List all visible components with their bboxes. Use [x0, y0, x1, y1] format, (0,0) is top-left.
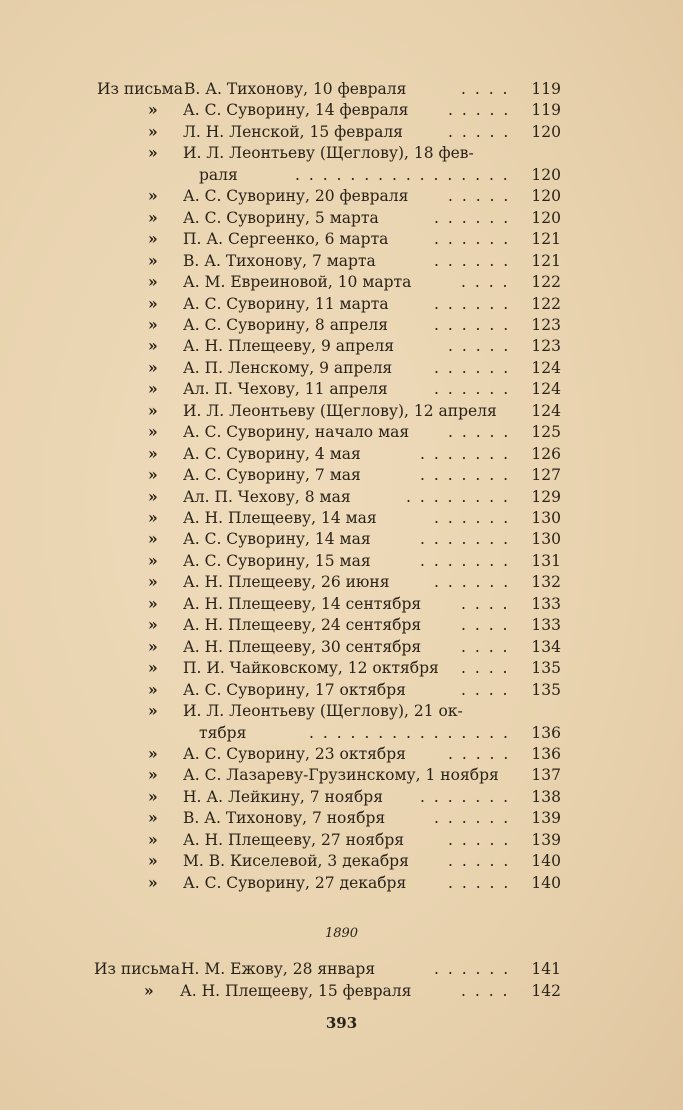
entry-text: И. Л. Леонтьеву (Щеглову), 18 фев- [183, 144, 474, 163]
leader-dots: . . . . . [448, 337, 511, 356]
ditto-mark: » [148, 272, 158, 292]
leader-dots: . . . . [461, 680, 510, 699]
toc-entry [0, 593, 683, 615]
leader-dots: . . . . . . [434, 315, 511, 334]
entry-text: тября [199, 723, 247, 742]
entry-page-number: 124 [531, 401, 561, 420]
entry-page-number: 139 [531, 809, 561, 828]
entry-page-number: 133 [531, 616, 561, 635]
toc-entry [0, 850, 683, 872]
toc-entry [0, 293, 683, 315]
leader-dots: . . . . . . [434, 294, 511, 313]
entry-text: А. С. Суворину, 7 мая [183, 466, 361, 485]
toc-entry [0, 786, 683, 808]
leader-dots: . . . . . . [434, 380, 511, 399]
ditto-mark: » [148, 701, 158, 721]
entry-page-number: 126 [531, 444, 561, 463]
toc-entry [0, 486, 683, 508]
entry-page-number: 120 [531, 122, 561, 141]
leader-dots: . . . . [461, 273, 510, 292]
ditto-mark: » [148, 121, 158, 141]
leader-dots: . . . . [461, 616, 510, 635]
toc-entry [0, 378, 683, 400]
toc-entry [0, 464, 683, 486]
toc-entry [0, 743, 683, 765]
entry-text: Л. Н. Ленской, 15 февраля [183, 122, 403, 141]
ditto-mark: » [148, 100, 158, 120]
year-heading-text: 1890 [324, 926, 359, 941]
ditto-mark: » [148, 550, 158, 570]
ditto-mark: » [148, 765, 158, 785]
leader-dots: . . . . . [448, 873, 511, 892]
entry-text: Ал. П. Чехову, 11 апреля [183, 380, 388, 399]
toc-entry [0, 614, 683, 636]
entry-page-number: 136 [531, 744, 561, 763]
ditto-mark: » [148, 829, 158, 849]
ditto-mark: » [148, 143, 158, 163]
ditto-mark: » [148, 593, 158, 613]
toc-entry [0, 980, 683, 1002]
ditto-mark: » [148, 529, 158, 549]
ditto-mark: » [148, 636, 158, 656]
entry-page-number: 119 [531, 101, 561, 120]
entry-text: И. Л. Леонтьеву (Щеглову), 21 ок- [183, 702, 463, 721]
leader-dots: . . . . . . . [420, 466, 511, 485]
toc-entry [0, 250, 683, 272]
toc-entry [0, 207, 683, 229]
entry-page-number: 121 [531, 230, 561, 249]
ditto-mark: » [148, 508, 158, 527]
leader-dots: . . . . [461, 637, 510, 656]
entry-text: В. А. Тихонову, 7 марта [183, 251, 376, 270]
entry-text: Н. А. Лейкину, 7 ноября [183, 787, 383, 806]
leader-dots: . . . . . [448, 744, 511, 763]
leader-dots: . . . . . . [434, 358, 511, 377]
toc-entry [0, 357, 683, 379]
entry-page-number: 132 [531, 573, 561, 592]
entry-text: А. С. Суворину, 27 декабря [183, 873, 407, 892]
entry-page-number: 125 [531, 423, 561, 442]
ditto-mark: » [148, 186, 158, 206]
entry-page-number: 141 [531, 960, 561, 978]
entry-lead: Из письма [97, 80, 183, 98]
ditto-mark: » [148, 314, 158, 334]
leader-dots: . . . . . . [434, 509, 511, 527]
toc-entry [0, 228, 683, 250]
entry-page-number: 135 [531, 680, 561, 699]
ditto-mark: » [148, 679, 158, 699]
toc-entry [0, 185, 683, 207]
toc-entry [0, 99, 683, 121]
entry-text: А. П. Ленскому, 9 апреля [183, 358, 393, 377]
leader-dots: . . . . . . . [420, 444, 511, 463]
entry-text: П. А. Сергеенко, 6 марта [183, 230, 389, 249]
leader-dots: . . . . . . . . . . . . . . . [309, 723, 510, 742]
entry-page-number: 133 [531, 594, 561, 613]
leader-dots: . . . . . [448, 122, 511, 141]
toc-entry [0, 679, 683, 701]
entry-text: А. Н. Плещееву, 14 мая [183, 509, 377, 527]
entry-text: А. Н. Плещееву, 15 февраля [180, 981, 412, 1000]
ditto-mark: » [148, 357, 158, 377]
entry-page-number: 120 [531, 187, 561, 206]
entry-page-number: 142 [531, 981, 561, 1000]
leader-dots: . . . . . . . [420, 787, 511, 806]
toc-entry [0, 142, 683, 164]
leader-dots: . . . . . [448, 423, 511, 442]
ditto-mark: » [148, 293, 158, 313]
ditto-mark: » [148, 486, 158, 506]
entry-text: В. А. Тихонову, 10 февраля [184, 80, 407, 98]
ditto-mark: » [148, 465, 158, 485]
entry-text: А. С. Лазареву-Грузинскому, 1 ноября [183, 766, 499, 785]
entry-text: А. С. Суворину, 14 мая [183, 530, 371, 549]
toc-entry [0, 271, 683, 293]
toc-entry [0, 657, 683, 679]
entry-page-number: 130 [531, 530, 561, 549]
toc-entry [0, 314, 683, 336]
ditto-mark: » [148, 443, 158, 463]
entry-text: А. С. Суворину, 4 мая [183, 444, 361, 463]
leader-dots: . . . . [461, 594, 510, 613]
toc-entry [0, 507, 683, 529]
entry-page-number: 137 [531, 766, 561, 785]
toc-entry [0, 528, 683, 550]
entry-page-number: 124 [531, 380, 561, 399]
ditto-mark: » [148, 207, 158, 227]
toc-entry [0, 807, 683, 829]
leader-dots: . . . . . . [434, 251, 511, 270]
entry-page-number: 135 [531, 659, 561, 678]
entry-text: А. С. Суворину, 20 февраля [183, 187, 409, 206]
entry-page-number: 123 [531, 337, 561, 356]
leader-dots: . . . . . [448, 852, 511, 871]
ditto-mark: » [148, 250, 158, 270]
ditto-mark: » [148, 572, 158, 592]
entry-page-number: 136 [531, 723, 561, 742]
leader-dots: . . . . . . [434, 208, 511, 227]
entry-text: А. С. Суворину, 14 февраля [183, 101, 409, 120]
entry-text: П. И. Чайковскому, 12 октября [183, 659, 439, 678]
toc-entry [0, 636, 683, 658]
entry-text: А. С. Суворину, 8 апреля [183, 315, 388, 334]
ditto-mark: » [148, 808, 158, 828]
page-number: 393 [325, 1014, 358, 1032]
entry-text: А. Н. Плещееву, 9 апреля [183, 337, 395, 356]
entry-text: А. Н. Плещееву, 30 сентября [183, 637, 422, 656]
ditto-mark: » [148, 872, 158, 892]
toc-entry [0, 872, 683, 894]
leader-dots: . . . . . . . [420, 530, 511, 549]
ditto-mark: » [148, 229, 158, 249]
toc-entry [0, 764, 683, 786]
ditto-mark: » [148, 851, 158, 871]
ditto-mark: » [148, 786, 158, 806]
entry-text: В. А. Тихонову, 7 ноября [183, 809, 386, 828]
entry-text: раля [199, 165, 238, 184]
toc-entry [0, 400, 683, 422]
year-heading [0, 926, 683, 941]
ditto-mark: » [148, 400, 158, 420]
entry-text: А. М. Евреиновой, 10 марта [183, 273, 412, 292]
toc-entry [0, 550, 683, 572]
entry-page-number: 119 [531, 80, 561, 98]
ditto-mark: » [148, 743, 158, 763]
leader-dots: . . . . . . [434, 809, 511, 828]
toc-entry [0, 700, 683, 722]
toc-entry [0, 78, 683, 100]
entry-lead: Из письма [94, 960, 180, 978]
toc-entry [0, 121, 683, 143]
leader-dots: . . . . . [448, 830, 511, 849]
toc-entry [0, 421, 683, 443]
entry-page-number: 130 [531, 509, 561, 527]
ditto-mark: » [148, 379, 158, 399]
entry-page-number: 131 [531, 551, 561, 570]
entry-page-number: 127 [531, 466, 561, 485]
entry-text: А. С. Суворину, 23 октября [183, 744, 406, 763]
leader-dots: . . . . . . . [420, 551, 511, 570]
ditto-mark: » [148, 615, 158, 635]
leader-dots: . . . . . [448, 187, 511, 206]
entry-text: А. Н. Плещееву, 14 сентября [183, 594, 422, 613]
entry-text: Н. М. Ежову, 28 января [181, 960, 376, 978]
entry-text: А. Н. Плещееву, 26 июня [183, 573, 390, 592]
entry-page-number: 122 [531, 294, 561, 313]
entry-text: А. Н. Плещееву, 24 сентября [183, 616, 422, 635]
entry-page-number: 121 [531, 251, 561, 270]
toc-entry [0, 571, 683, 593]
ditto-mark: » [148, 336, 158, 356]
entry-text: Ал. П. Чехову, 8 мая [183, 487, 351, 506]
entry-page-number: 120 [531, 165, 561, 184]
entry-page-number: 124 [531, 358, 561, 377]
entry-text: А. Н. Плещееву, 27 ноября [183, 830, 405, 849]
entry-text: А. С. Суворину, 17 октября [183, 680, 406, 699]
entry-page-number: 120 [531, 208, 561, 227]
entry-page-number: 140 [531, 873, 561, 892]
entry-text: А. С. Суворину, начало мая [183, 423, 410, 442]
entry-page-number: 139 [531, 830, 561, 849]
leader-dots: . . . . [461, 80, 510, 98]
entry-text: М. В. Киселевой, 3 декабря [183, 852, 409, 871]
leader-dots: . . . . . . . . . . . . . . . . [295, 165, 510, 184]
ditto-mark: » [148, 658, 158, 678]
entry-page-number: 138 [531, 787, 561, 806]
entry-page-number: 134 [531, 637, 561, 656]
toc-entry [0, 958, 683, 980]
leader-dots: . . . . . . . . [406, 487, 510, 506]
toc-entry [0, 443, 683, 465]
leader-dots: . . . . . . [434, 960, 511, 978]
ditto-mark: » [148, 422, 158, 442]
toc-entry [0, 829, 683, 851]
entry-text: А. С. Суворину, 11 марта [183, 294, 389, 313]
entry-text: И. Л. Леонтьеву (Щеглову), 12 апреля [183, 401, 497, 420]
entry-page-number: 129 [531, 487, 561, 506]
toc-entry [0, 164, 683, 186]
leader-dots: . . . . . . [434, 573, 511, 592]
entry-page-number: 140 [531, 852, 561, 871]
toc-entry [0, 335, 683, 357]
entry-text: А. С. Суворину, 15 мая [183, 551, 371, 570]
leader-dots: . . . . . . [434, 230, 511, 249]
ditto-mark: » [144, 980, 154, 1000]
toc-entry [0, 722, 683, 744]
entry-page-number: 123 [531, 315, 561, 334]
leader-dots: . . . . [461, 659, 510, 678]
entry-page-number: 122 [531, 273, 561, 292]
entry-text: А. С. Суворину, 5 марта [183, 208, 379, 227]
leader-dots: . . . . [461, 981, 510, 1000]
leader-dots: . . . . . [448, 101, 511, 120]
